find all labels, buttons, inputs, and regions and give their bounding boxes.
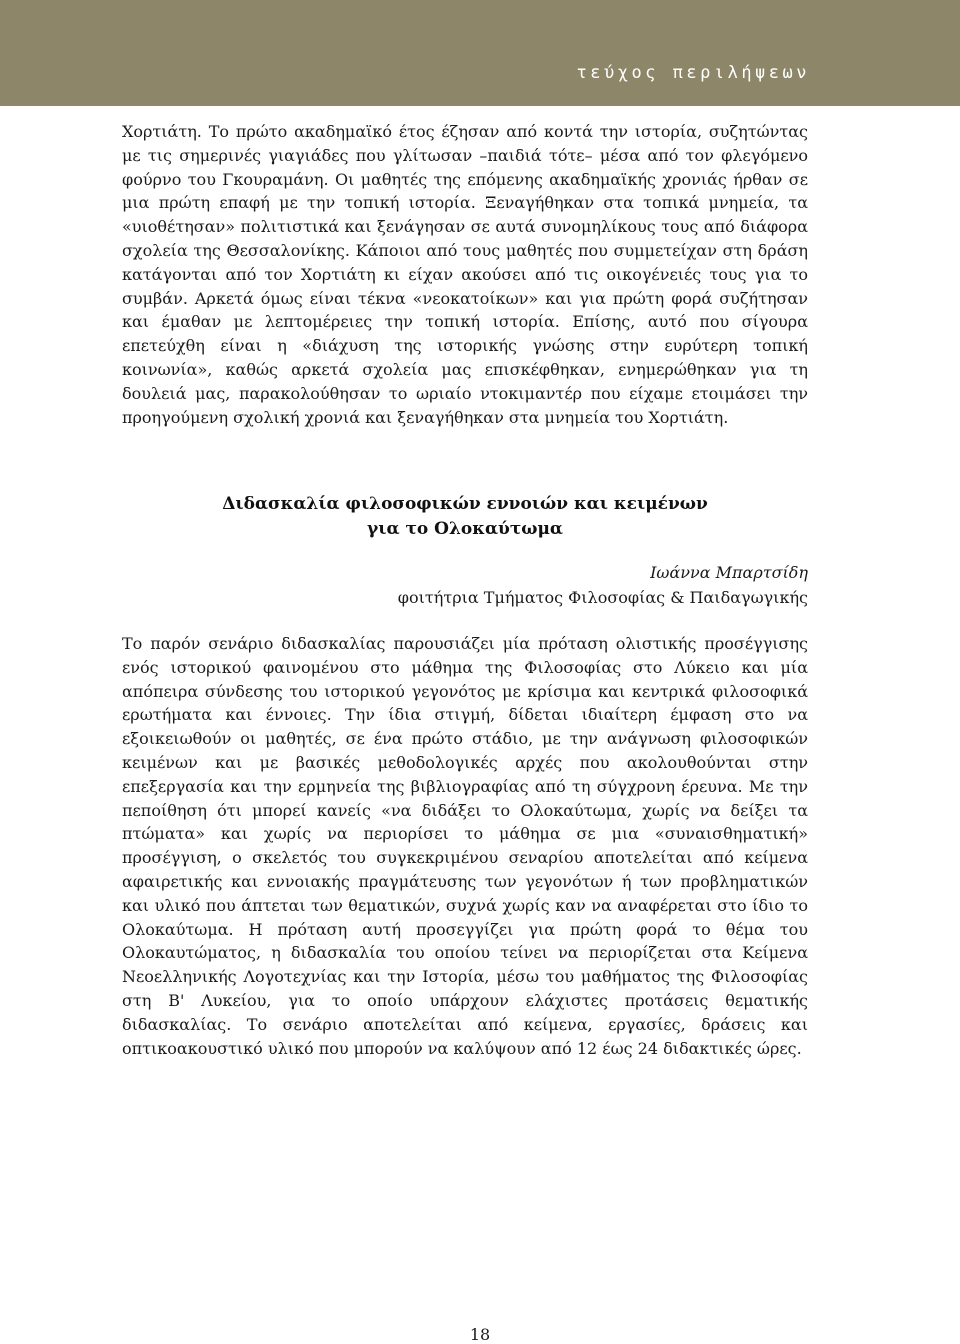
article-title-line-1: Διδασκαλία φιλοσοφικών εννοιών και κειμένων bbox=[222, 494, 708, 514]
header-band bbox=[0, 0, 960, 106]
article-title-line-2: για το Ολοκαύτωμα bbox=[367, 519, 563, 539]
running-header-title: τεύχος περιλήψεων bbox=[576, 63, 810, 83]
abstract-paragraph: Το παρόν σενάριο διδασκαλίας παρουσιάζει μία πρόταση ολιστικής προσέγγισης ενός ιστορικού φαινομένου στο μάθημα της Φιλοσοφίας στο Λύκειο και μία απόπειρα σύνδεσης του ιστορικού γεγονότος με κρίσιμα και κεντρικά φιλοσοφικά ερωτήματα και έννοιες. Την ίδια στιγμή, δίδεται ιδιαίτερη έμφαση στο να εξοικειωθούν οι μαθητές, σε ένα πρώτο στάδιο, με την ανάγνωση φιλοσοφικών κειμένων και με βασικές μεθοδολογικές αρχές που ακολουθούνται στην επεξεργασία και την ερμηνεία της βιβλιογραφίας από τη σύγχρονη έρευνα. Με την πεποίθηση ότι μπορεί κανείς «να διδάξει το Ολοκαύτωμα, χωρίς να δείξει τα πτώματα» και χωρίς να περιορίσει το μάθημα σε μια «συναισθηματική» προσέγγιση, ο σκελετός του συγκεκριμένου σεναρίου αποτελείται από κείμενα αφαιρετικής και εννοιακής πραγμάτευσης των γεγονότων ή των προβληματικών και υλικό που άπτεται των θεματικών, συχνά χωρίς καν να αναφέρεται στο ίδιο το Ολοκαύτωμα. Η πρόταση αυτή προσεγγίζει για πρώτη φορά το θέμα του Ολοκαυτώματος, η διδασκαλία του οποίου τείνει να περιορίζεται στα Κείμενα Νεοελληνικής Λογοτεχνίας και την Ιστορία, μέσω του μαθήματος της Φιλοσοφίας στη Β' Λυκείου, για το οποίο υπάρχουν ελάχιστες προτάσεις θεματικής διδασκαλίας. Το σενάριο αποτελείται από κείμενα, εργασίες, δράσεις και οπτικοακουστικό υλικό που μπορούν να καλύψουν από 12 έως 24 διδακτικές ώρες. bbox=[122, 634, 808, 1058]
page-number: 18 bbox=[469, 1325, 491, 1344]
intro-paragraph: Χορτιάτη. Το πρώτο ακαδημαϊκό έτος έζησαν από κοντά την ιστορία, συζητώντας με τις σημερινές γιαγιάδες που γλίτωσαν –παιδιά τότε– μέσα από τον φλεγόμενο φούρνο του Γκουραμάνη. Οι μαθητές της επόμενης ακαδημαϊκής χρονιάς ήρθαν σε μια πρώτη επαφή με την τοπική ιστορία. Ξεναγήθηκαν στα τοπικά μνημεία, τα «υιοθέτησαν» πολιτιστικά και ξενάγησαν σε αυτά συνομηλίκους τους από διάφορα σχολεία της Θεσσαλονίκης. Κάποιοι από τους μαθητές που συμμετείχαν στη δράση κατάγονται από τον Χορτιάτη κι είχαν ακούσει από τις οικογένειές τους για το συμβάν. Αρκετά όμως είναι τέκνα «νεοκατοίκων» και για πρώτη φορά συζήτησαν και έμαθαν με λεπτομέρειες την τοπική ιστορία. Επίσης, αυτό που σίγουρα επετεύχθη είναι η «διάχυση της ιστορικής γνώσης στην ευρύτερη τοπική κοινωνία», καθώς αρκετά σχολεία μας επισκέφθηκαν, ενημερώθηκαν για τη δουλειά μας, παρακολούθησαν το ωριαίο ντοκιμαντέρ που είχαμε ετοιμάσει την προηγούμενη σχολική χρονιά και ξεναγήθηκαν στα μνημεία του Χορτιάτη. bbox=[122, 122, 808, 427]
author-affiliation: φοιτήτρια Τμήματος Φιλοσοφίας & Παιδαγωγικής bbox=[397, 588, 808, 607]
author-name: Ιωάννα Μπαρτσίδη bbox=[650, 563, 808, 582]
article-title bbox=[122, 492, 808, 542]
